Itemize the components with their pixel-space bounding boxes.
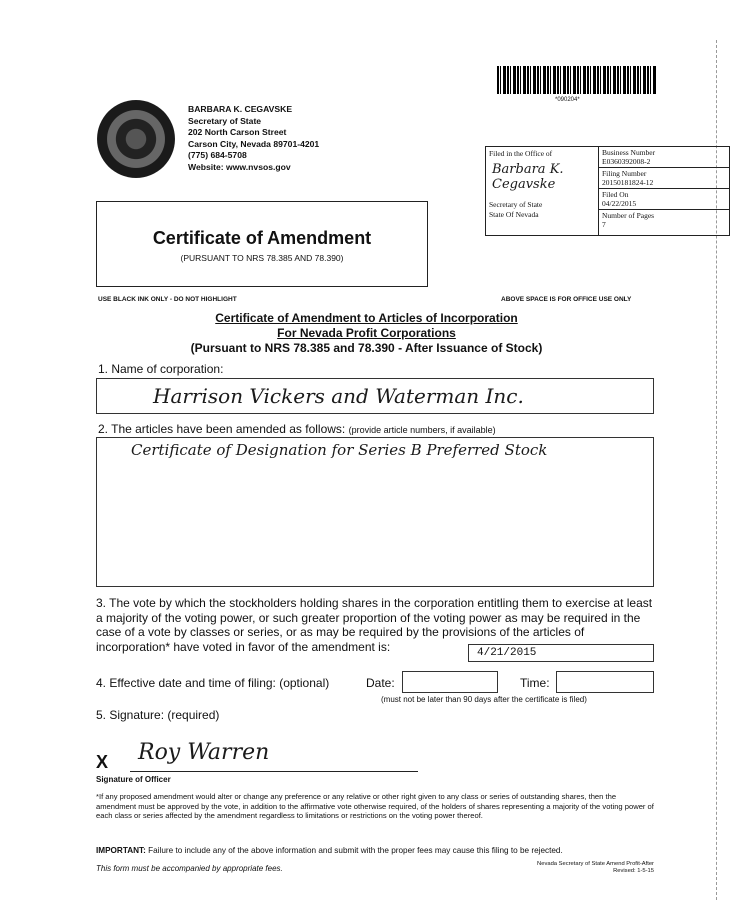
sos-stamp-line2: State Of Nevada	[489, 210, 539, 219]
signature-x: X	[96, 752, 109, 772]
filing-stamp-left	[486, 147, 599, 235]
barcode-number: *090204*	[555, 97, 580, 103]
important-label: IMPORTANT:	[96, 846, 146, 855]
form-revised: Revised: 1-5-15	[613, 868, 654, 874]
secretary-signature: Barbara K. Cegavske	[492, 162, 564, 192]
fees-note: This form must be accompanied by appropriate fees.	[96, 864, 283, 873]
officer-signature[interactable]: Roy Warren	[138, 740, 270, 765]
sos-title: Secretary of State	[188, 115, 262, 126]
signature-line	[130, 771, 418, 772]
signature-caption: Signature of Officer	[96, 775, 171, 784]
filed-on-label: Filed On	[602, 190, 629, 199]
certificate-title: Certificate of Amendment	[152, 228, 372, 248]
time-label: Time:	[520, 676, 550, 690]
certificate-subtitle: (PURSUANT TO NRS 78.385 AND 78.390)	[180, 253, 344, 263]
amendment-value: Certificate of Designation for Series B Preferred Stock	[131, 441, 548, 459]
barcode-icon	[497, 66, 657, 94]
pages-label: Number of Pages	[602, 211, 655, 220]
sos-address1: 202 North Carson Street	[188, 127, 287, 137]
sos-phone: (775) 684-5708	[188, 150, 247, 160]
filed-on-row	[599, 189, 729, 210]
corporation-name-label: 1. Name of corporation:	[98, 362, 224, 376]
time-field[interactable]	[556, 671, 654, 693]
filed-on-value: 04/22/2015	[602, 199, 637, 208]
business-number-label: Business Number	[602, 148, 656, 157]
footnote: *If any proposed amendment would alter or change any preference or any relative or other right given to any class or series of outstanding shares, then the amendment must be approved by the vote, in addition to the affirmative vote otherwise required, of the holders of shares representing a majority of the voting power of each class or series affected by the amendment regardless to limitations or restrictions on the voting power thereof.	[96, 792, 654, 820]
filed-in-label: Filed in the Office of	[489, 149, 553, 158]
form-heading-3: (Pursuant to NRS 78.385 and 78.390 - After Issuance of Stock)	[190, 341, 543, 355]
date-label: Date:	[366, 676, 395, 690]
important-text: Failure to include any of the above information and submit with the proper fees may cause this filing to be rejected.	[148, 846, 563, 855]
secretary-of-state-block	[188, 104, 319, 173]
sos-website: Website: www.nvsos.gov	[188, 161, 291, 172]
sos-address2: Carson City, Nevada 89701-4201	[188, 138, 320, 149]
corporation-name-value: Harrison Vickers and Waterman Inc.	[153, 384, 524, 408]
ink-note: USE BLACK INK ONLY - DO NOT HIGHLIGHT	[98, 296, 237, 303]
sos-stamp-line1: Secretary of State	[489, 200, 543, 209]
vote-field[interactable]	[468, 644, 654, 662]
filing-stamp-box	[485, 146, 730, 236]
effective-date-label: 4. Effective date and time of filing: (optional)	[96, 676, 330, 690]
business-number-row	[599, 147, 729, 168]
date-field[interactable]	[402, 671, 498, 693]
filing-number-label: Filing Number	[602, 169, 647, 178]
pages-value: 7	[602, 220, 606, 229]
pages-row	[599, 210, 729, 235]
office-use-note: ABOVE SPACE IS FOR OFFICE USE ONLY	[501, 296, 632, 303]
amendment-label-row	[98, 422, 496, 436]
form-heading-1: Certificate of Amendment to Articles of Incorporation	[215, 311, 518, 325]
corporation-name-field[interactable]	[96, 378, 654, 414]
important-notice	[96, 846, 658, 855]
amendment-hint: (provide article numbers, if available)	[348, 425, 496, 435]
filing-number-value: 20150181824-12	[602, 178, 654, 187]
certificate-title-box	[96, 201, 428, 287]
amendment-label: 2. The articles have been amended as follows:	[98, 422, 346, 436]
form-id: Nevada Secretary of State Amend Profit-After	[537, 861, 654, 867]
filing-stamp-right	[599, 147, 729, 235]
form-heading-2: For Nevada Profit Corporations	[277, 326, 456, 340]
signature-label: 5. Signature: (required)	[96, 708, 220, 722]
form-revision-block	[470, 861, 654, 875]
effective-date-note: (must not be later than 90 days after the certificate is filed)	[381, 695, 587, 704]
amendment-text-field[interactable]	[96, 437, 654, 587]
vote-value: 4/21/2015	[477, 647, 537, 659]
nevada-seal-icon	[97, 100, 175, 178]
vote-text: 3. The vote by which the stockholders holding shares in the corporation entitling them to exercise at least a majority of the voting power, or such greater proportion of the voting power as may be required in the case of a vote by classes or series, or as may be required by the provisions of the articles of incorporation* have voted in favor of the amendment is:	[96, 596, 653, 654]
business-number-value: E0360392008-2	[602, 157, 651, 166]
sos-name: BARBARA K. CEGAVSKE	[188, 104, 293, 114]
filing-number-row	[599, 168, 729, 189]
